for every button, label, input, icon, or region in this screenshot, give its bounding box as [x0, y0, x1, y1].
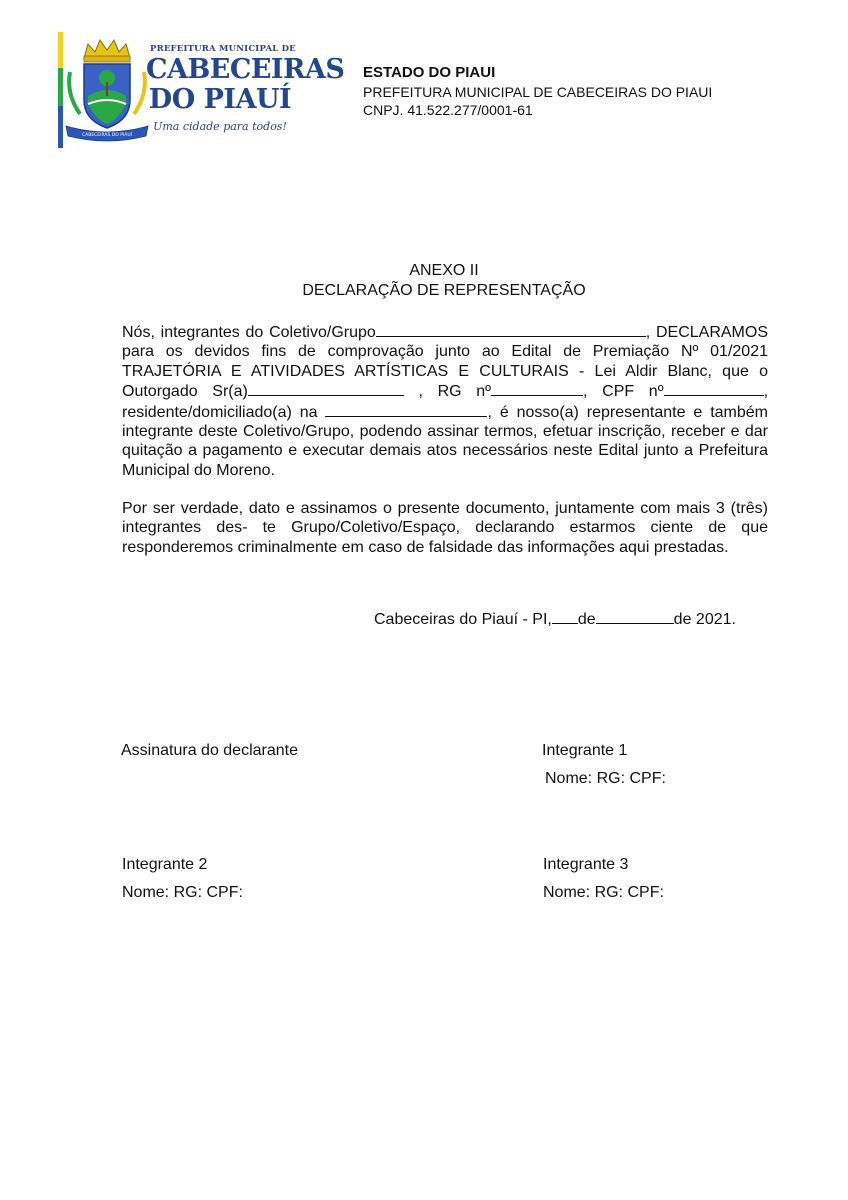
- paragraph-text-e: , residente/domiciliado(a) na: [122, 383, 769, 421]
- paragraph-text-a: Nós, integrantes do Coletivo/Grupo: [122, 324, 376, 341]
- annex-title: ANEXO II: [409, 262, 479, 279]
- declaration-title: DECLARAÇÃO DE REPRESENTAÇÃO: [302, 282, 586, 299]
- member1-label: Integrante 1: [542, 742, 628, 759]
- header-municipality: PREFEITURA MUNICIPAL DE CABECEIRAS DO PIAUI: [363, 84, 713, 100]
- member2-label: Integrante 2: [122, 856, 208, 873]
- group-name-blank[interactable]: [376, 322, 646, 337]
- svg-text:CABECEIRAS DO PIAUÍ: CABECEIRAS DO PIAUÍ: [82, 133, 132, 138]
- paragraph-text-f: , é nosso(a) representante e também integrante deste Coletivo/Grupo, podendo assinar termos, efetuar inscrição, receber e dar quitação a pagamento e executar demais atos necessários neste Edital junto a Prefeitura Municipal do Moreno.: [122, 403, 769, 479]
- coat-of-arms-icon: [62, 34, 152, 146]
- member3-fields: Nome: RG: CPF:: [543, 884, 664, 901]
- logo-city-name-line1: CABECEIRAS: [146, 54, 345, 85]
- declarant-signature-label: Assinatura do declarante: [121, 742, 298, 759]
- member3-label: Integrante 3: [543, 856, 629, 873]
- date-place: Cabeceiras do Piauí - PI,: [374, 611, 552, 628]
- member1-fields: Nome: RG: CPF:: [545, 770, 666, 787]
- month-blank[interactable]: [596, 609, 674, 624]
- cpf-blank[interactable]: [664, 381, 764, 396]
- logo-prefeitura-text: PREFEITURA MUNICIPAL DE: [150, 44, 296, 54]
- truth-statement-paragraph: Por ser verdade, dato e assinamos o presente documento, juntamente com mais 3 (três) integrantes des- te Grupo/Coletivo/Espaço, declarando estarmos ciente de que responderemos criminalmente em caso de falsidade das informações aqui prestadas.: [122, 500, 768, 556]
- date-line: [374, 609, 736, 629]
- representative-name-blank[interactable]: [248, 381, 404, 396]
- date-year: de 2021.: [673, 611, 736, 628]
- logo-city-name-line2: DO PIAUÍ: [148, 84, 292, 115]
- logo-tagline: Uma cidade para todos!: [153, 120, 287, 133]
- municipal-logo: [58, 32, 345, 148]
- declaration-paragraph: [122, 322, 768, 480]
- paragraph-text-d: , CPF nº: [583, 383, 664, 401]
- address-blank[interactable]: [325, 402, 487, 417]
- paragraph-text-b: , DECLARAMOS para os devidos fins de comprovação junto ao Edital de Premiação Nº 01/2021 TRAJETÓRIA E ATIVIDADES ARTÍSTICAS E CULTURAIS - Lei Aldir Blanc, que o Outorgado Sr(a): [122, 324, 768, 401]
- header-cnpj: CNPJ. 41.522.277/0001-61: [363, 102, 533, 118]
- day-blank[interactable]: [552, 609, 578, 624]
- header-state: ESTADO DO PIAUI: [363, 64, 496, 81]
- paragraph-text-c: , RG nº: [403, 383, 492, 401]
- member2-fields: Nome: RG: CPF:: [122, 884, 243, 901]
- date-de: de: [577, 611, 596, 628]
- rg-blank[interactable]: [491, 381, 583, 396]
